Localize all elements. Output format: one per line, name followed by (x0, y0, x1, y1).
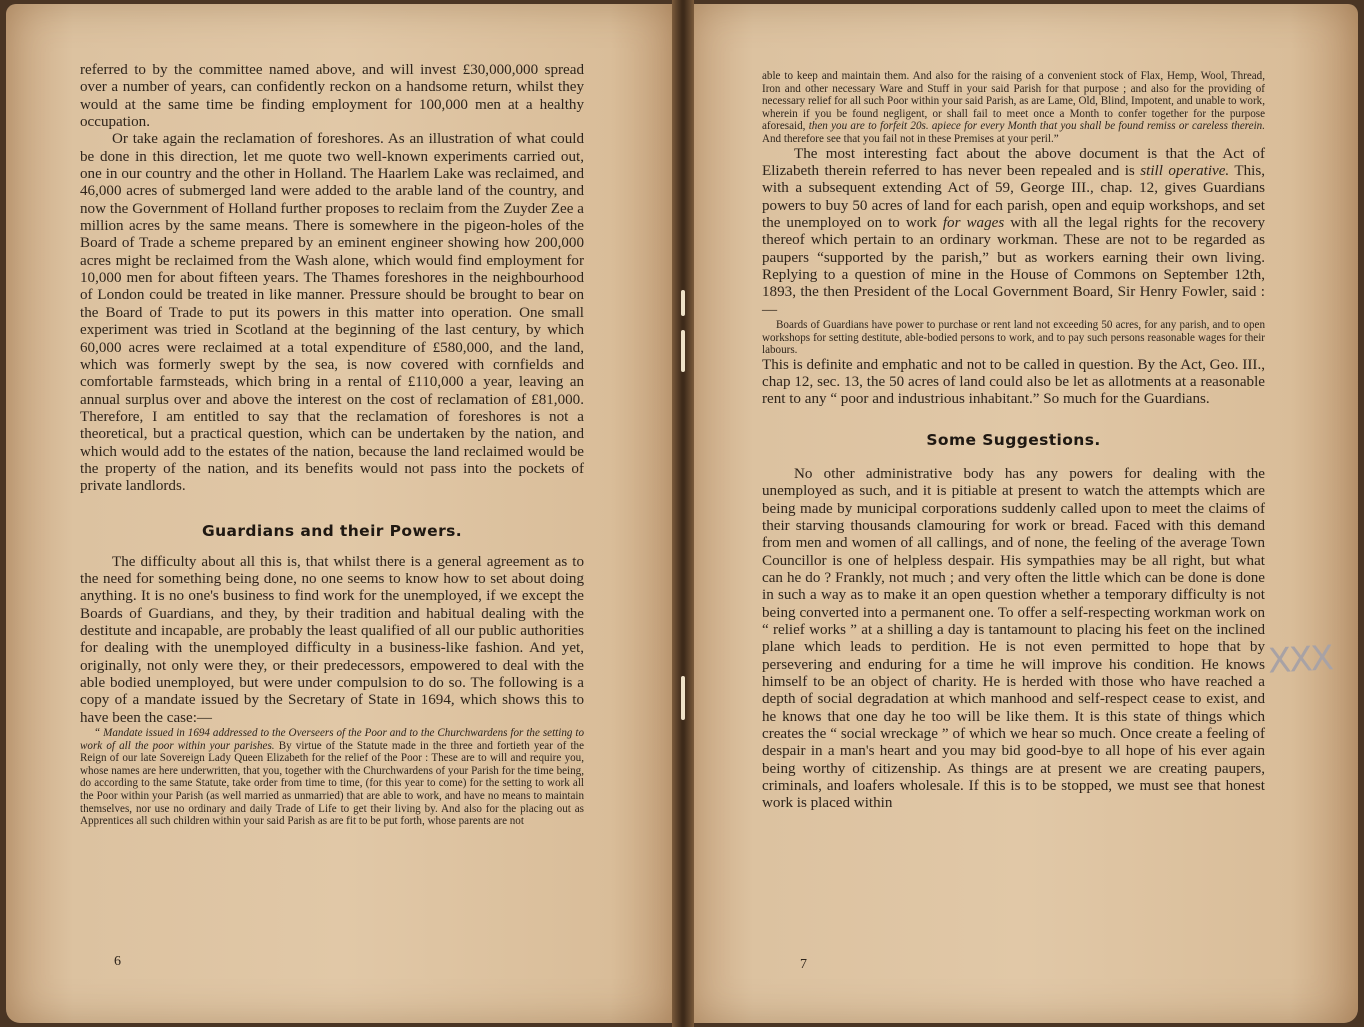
stitch-middle (681, 330, 685, 372)
mandate-quote-continued (762, 70, 1265, 146)
stitch-lower (681, 676, 685, 720)
right-page (686, 4, 1358, 1023)
fact-text-a: The most interesting fact about the above document is that the Act of Elizabeth therein referred to has never been repealed and is (762, 145, 1265, 179)
fowler-quote: Boards of Guardians have power to purchase or rent land not exceeding 50 acres, for any parish, and to open workshops for setting destitute, able-bodied persons to work, and to pay such persons reasonable wages for their labours. (762, 319, 1265, 357)
fact-text-b: This, with a subsequent extending Act of 59, George III., chap. 12, gives Guardians powers to buy 50 acres of land for each parish, open and equip workshops, and set the unemployed on to work (762, 162, 1266, 231)
left-page (6, 4, 678, 1023)
section-heading-guardians: Guardians and their Powers. (201, 521, 463, 540)
paragraph-interesting-fact (762, 146, 1265, 319)
book-gutter (672, 0, 694, 1027)
right-text-column (762, 70, 1265, 813)
page-number-right: 7 (800, 957, 807, 972)
left-text-column (80, 62, 584, 828)
mandate-quote-text: By virtue of the Statute made in the three and fortieth year of the Reign of our late Sovereign Lady Queen Elizabeth for the relief of the Poor : These are to will and require you, whose names are here underwritten, that you, together with the Churchwardens of your Parish for the time being, do according to the same Statute, take order from time to time, (for this year to come) for the setting to work all the Poor within your Parish (as well married as unmarried) that are able to work, and have no means to maintain themselves, nor use no ordinary and daily Trade of Life to get their living by. And also for the placing out as Apprentices all such children within your said Parish as are fit to be put forth, whose parents are not (80, 739, 585, 828)
paragraph-no-other-body: No other administrative body has any powers for dealing with the unemployed as such, and it is pitiable at present to watch the attempts which are being made by municipal corporations suddenly called upon to meet the claims of their starving thousands clamouring for work or bread. Faced with this demand from men and women of all callings, and of none, the feeling of the average Town Councillor is one of helpless despair. His sympathies may be all right, but what can he do ? Frankly, not much ; and very often the little which can be done is done in such a way as to make it an open question whether a temporary difficulty is not being converted into a permanent one. To offer a self-respecting workman work on “ relief works ” at a shilling a day is tantamount to placing his feet on the inclined plane which leads to perdition. He is not even permitted to hope that by persevering and enduring for a time he will improve his condition. He knows himself to be an object of charity. He is herded with those who have reached a depth of social degradation at which manhood and self-respect cease to exist, and he knows that one day he too will be like them. It is this state of things which creates the “ social wreckage ” of which we hear so much. Once create a feeling of despair in a man's heart and you may bid good-bye to all hope of his ever again being worthy of citizenship. As things are at present we are creating paupers, criminals, and loafers wholesale. If this is to be stopped, we must see that honest work is placed within (762, 465, 1265, 812)
mandate-quote (80, 727, 584, 828)
paragraph-difficulty: The difficulty about all this is, that whilst there is a general agreement as to the need for something being done, no one seems to know how to set about doing anything. It is no one's business to find work for the unemployed, if we except the Boards of Guardians, and they, by their tradition and habitual dealing with the destitute and incapable, are probably the least qualified of all our public authorities for dealing with the unemployed difficulty in a business-like fashion. And yet, originally, not only were they, or their predecessors, empowered to deal with the able bodied unemployed, but were under compulsion to do so. The following is a copy of a mandate issued by the Secretary of State in 1694, which shows this to have been the case:— (80, 553, 584, 726)
stitch-top (681, 290, 685, 316)
paragraph-definite: This is definite and emphatic and not to be called in question. By the Act, Geo. III., chap 12, sec. 13, the 50 acres of land could also be let as allotments at a reasonable rent to any “ poor and industrious inhabitant.” So much for the Guardians. (762, 356, 1265, 408)
paragraph-investment: referred to by the committee named above, and will invest £30,000,000 spread over a number of years, can confidently reckon on a handsome return, whilst they would at the same time be finding employment for 100,000 men at a healthy occupation. (80, 62, 584, 131)
page-number-left: 6 (114, 954, 121, 969)
mandate-cont-text-a: able to keep and maintain them. And also for the raising of a convenient stock of Flax, Hemp, Wool, Thread, Iron and other necessary Ware and Stuff in your said Parish for that purpose ; and also for the providing of necessary relief for all such Poor within your said Parish, as are Lame, Old, Blind, Impotent, and unable to work, wherein if you be found negligent, or shall fail to meet once a Month to confer together for the purpose aforesaid, (762, 70, 1265, 133)
fact-italic-for-wages: for wages (942, 214, 1005, 231)
mandate-cont-text-b: And therefore see that you fail not in these Premises at your peril.” (762, 132, 1059, 145)
section-heading-suggestions: Some Suggestions. (926, 430, 1101, 449)
mandate-cont-italic: then you are to forfeit 20s. apiece for every Month that you shall be found remiss or careless therein. (808, 120, 1265, 133)
paragraph-foreshores: Or take again the reclamation of foreshores. As an illustration of what could be done in this direction, let me quote two well-known experiments carried out, one in our country and the other in Holland. The Haarlem Lake was reclaimed, and 46,000 acres of submerged land were added to the arable land of the country, and now the Government of Holland further proposes to reclaim from the Zuyder Zee a million acres by the same means. There is somewhere in the pigeon-holes of the Board of Trade a scheme prepared by an eminent engineer showing how 200,000 acres might be reclaimed from the Wash alone, which would find employment for 10,000 men for about fifteen years. The Thames foreshores in the neighbourhood of London could be treated in like manner. Pressure should be brought to bear on the Board of Trade to put its powers in this matter into operation. One small experiment was tried in Scotland at the beginning of the last century, by which 60,000 acres were reclaimed at a total expenditure of £580,000, and the land, which was formerly swept by the sea, is now covered with cornfields and comfortable farmsteads, which bring in a rental of £110,000 a year, leaving an annual surplus over and above the interest on the cost of reclamation of £81,000. Therefore, I am entitled to say that the reclamation of foreshores is not a theoretical, but a practical question, which can be undertaken by the nation, and which would add to the estates of the nation, because the land reclaimed would be the property of the nation, and its benefits would not pass into the pockets of private landlords. (80, 131, 584, 495)
mandate-quote-title: “ Mandate issued in 1694 addressed to the Overseers of the Poor and to the Churchwardens for the setting to work of all the poor within your parishes. (80, 727, 584, 752)
fact-italic-still-operative: still operative. (1140, 162, 1230, 179)
pencil-margin-mark: XXX (1266, 638, 1333, 682)
fact-text-c: with all the legal rights for the recovery thereof which pertain to an ordinary workman. These are not to be regarded as paupers “supported by the parish,” but as workers earning their own living. Replying to a question of mine in the House of Commons on September 12th, 1893, the then President of the Local Government Board, Sir Henry Fowler, said :— (762, 214, 1266, 318)
